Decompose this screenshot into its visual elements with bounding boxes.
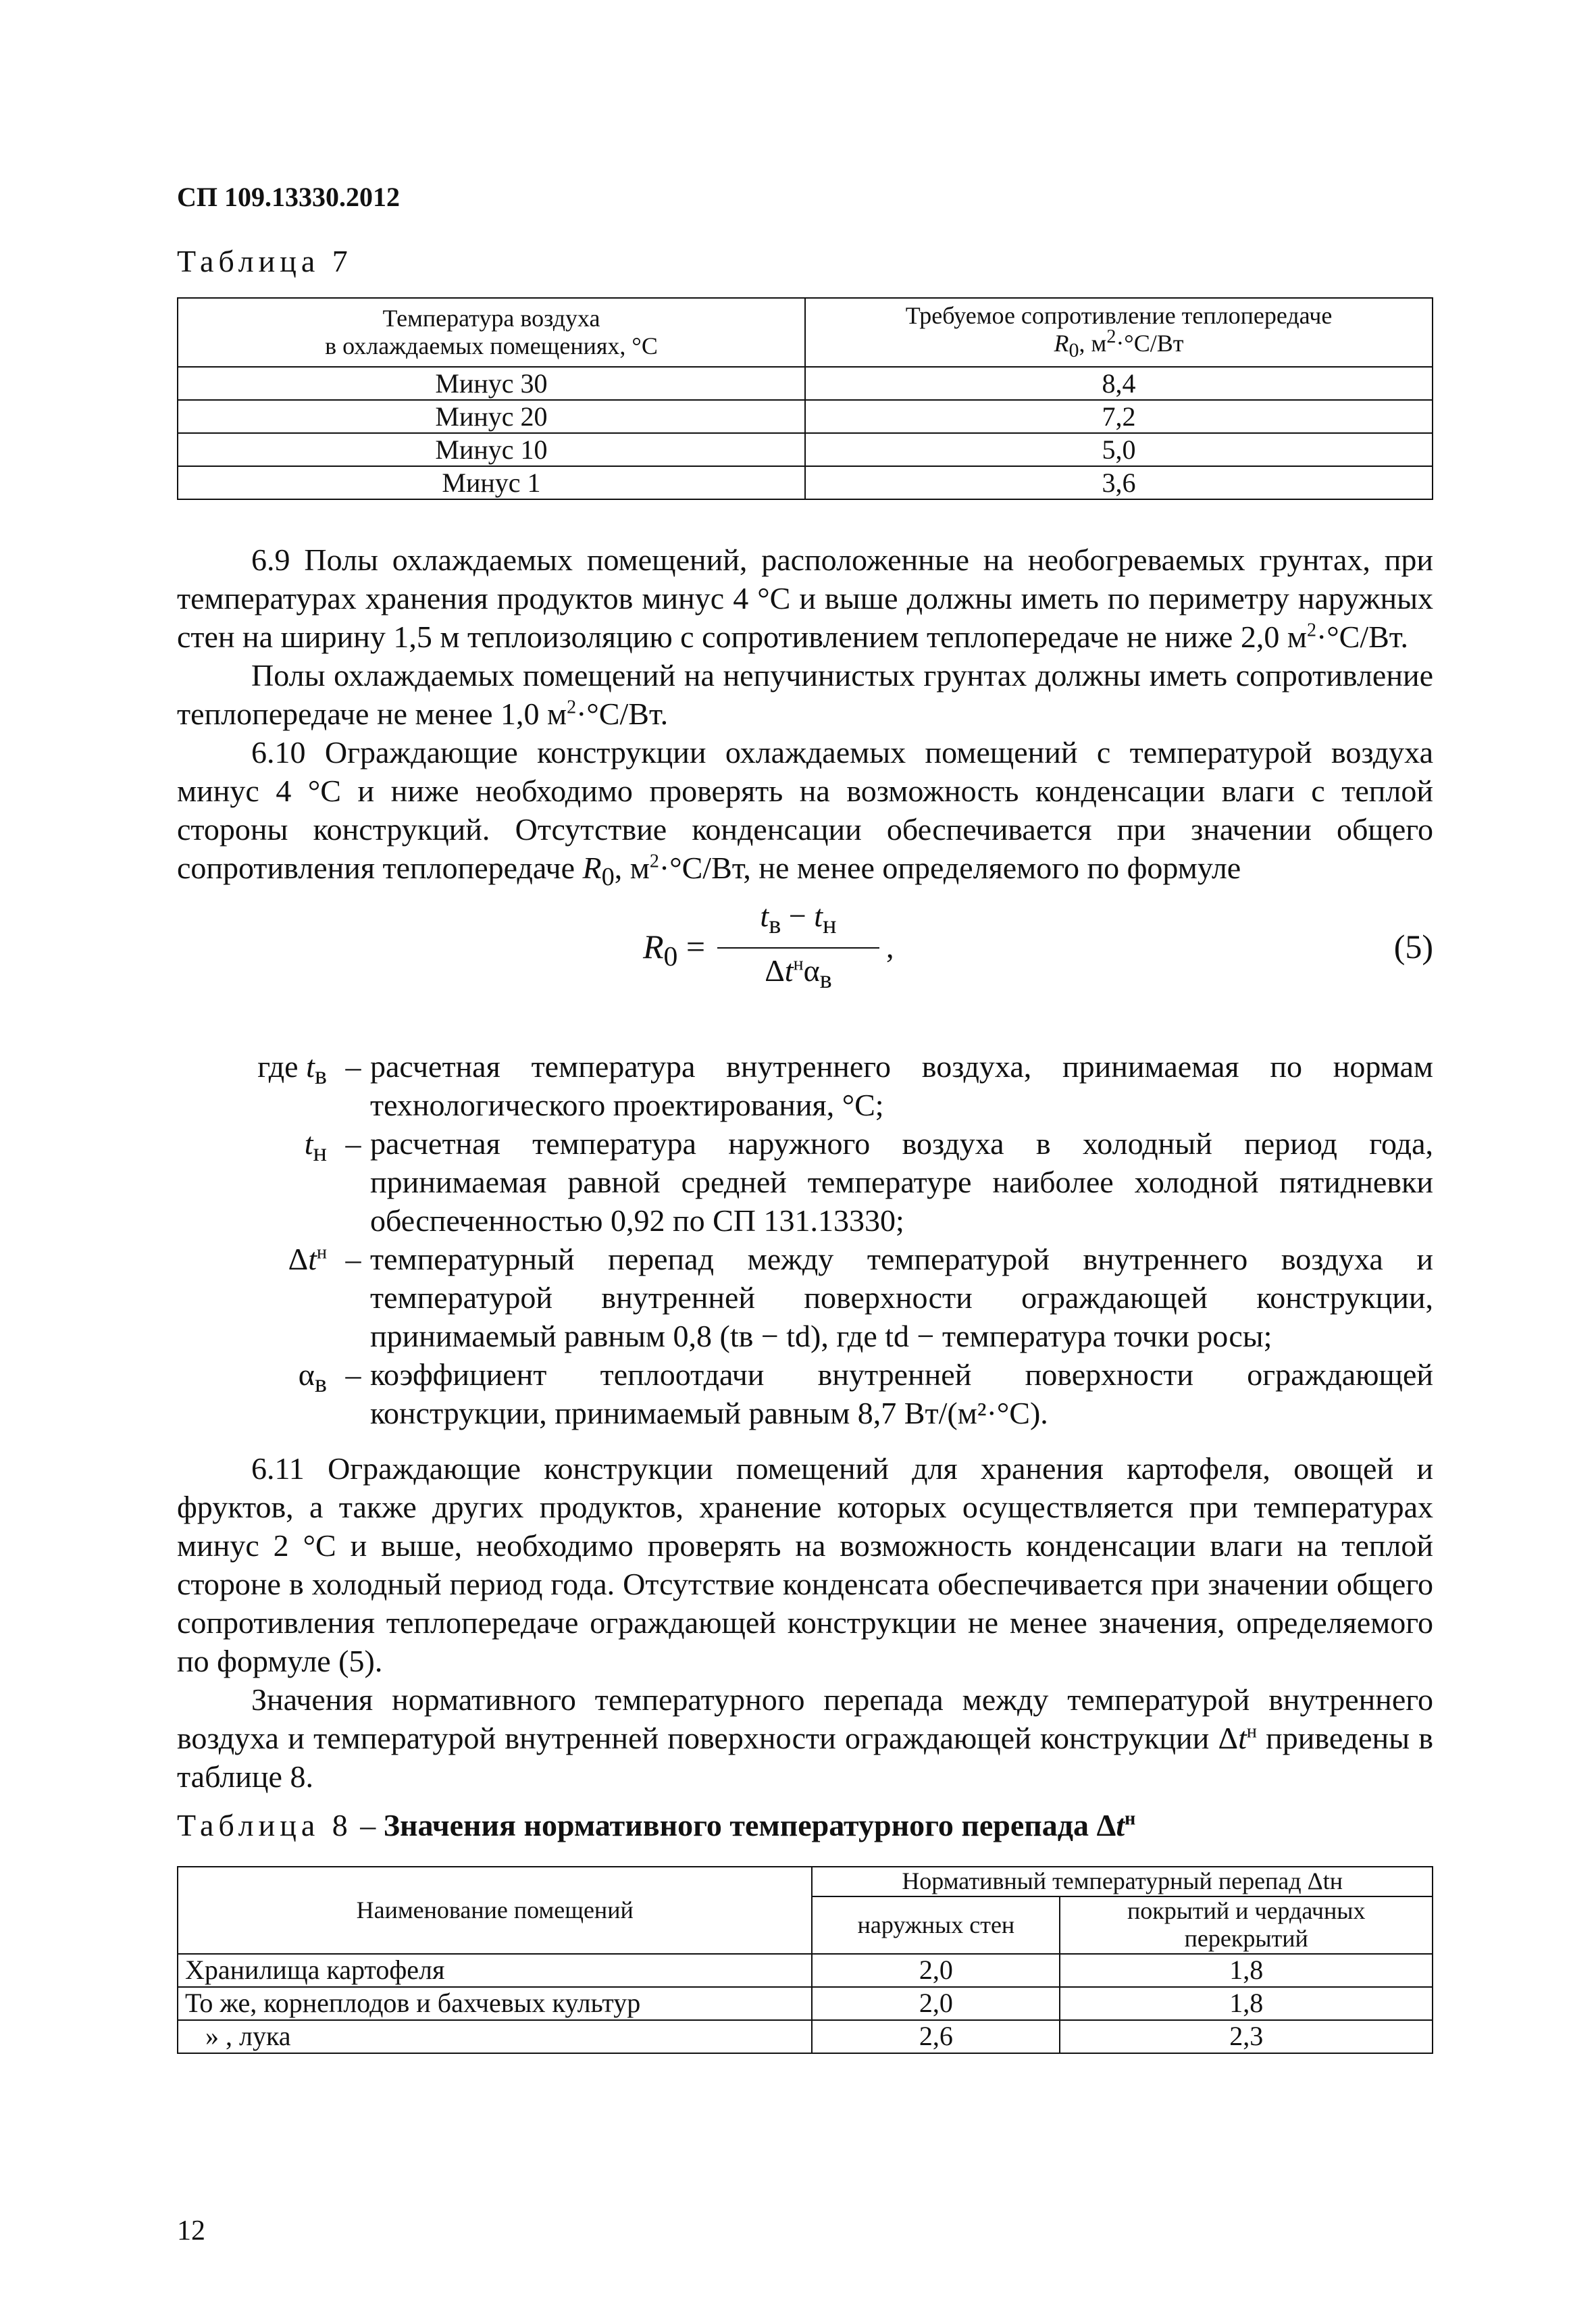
variable-definitions (177, 1047, 1433, 1432)
paragraph-6-9-b: Полы охлаждаемых помещений на непучинистых грунтах должны иметь сопротивление теплопередаче не менее 1,0 $м^2\cdot^\circ С/Вт$. (177, 658, 1433, 731)
table-8-roofs-cell: 1,8 (1060, 1987, 1433, 2020)
table-8-walls-cell: 2,0 (812, 1954, 1060, 1987)
table-8-name-cell: » , лука (178, 2020, 812, 2053)
formula-5: $R_0$ = $t_в - t_н$ $\Delta t^н\alpha_в$ , (5) (177, 897, 1433, 998)
table-8-col2-header: наружных стен (812, 1896, 1060, 1954)
list-item: $t_н$ – расчетная температура наружного воздуха в холодный период года, принимаемая равной средней температуре наиболее холодной пятидневки обеспеченностью 0,92 по СП 131.13330; (304, 1126, 1433, 1238)
table-8-walls-cell: 2,6 (812, 2020, 1060, 2053)
table-row (178, 433, 1433, 466)
table-8-walls-cell: 2,0 (812, 1987, 1060, 2020)
table-7-value-cell: 8,4 (805, 367, 1433, 400)
table-7-temp-cell: Минус 20 (178, 400, 805, 433)
paragraph-6-11-b: Значения нормативного температурного перепада между температурой внутреннего воздуха и температурой внутренней поверхности ограждающей конструкции $\Delta t^н$ приведены в таблице 8. (177, 1682, 1434, 1794)
formula-denominator: $\Delta t^н\alpha_в$ (765, 953, 832, 995)
paragraph-6-11: 6.11 Ограждающие конструкции помещений для хранения картофеля, овощей и фруктов, а также других продуктов, хранение которых осуществляется при температурах минус 2 °С и выше, необходимо проверять на возможность конденсации влаги на теплой стороне в холодный период года. Отсутствие конденсата обеспечивается при значении общего сопротивления теплопередаче ограждающей конструкции не менее значения, определяемого по формуле (5). (177, 1451, 1433, 1678)
table-8-header-row-1 (178, 1867, 1433, 1896)
page-number: 12 (177, 2215, 205, 2246)
table-8-caption: Таблица 8 – Значения нормативного температурного перепада $\Delta t^н$ (177, 1808, 1136, 1842)
table-row (178, 400, 1433, 433)
paragraph-6-9: 6.9 Полы охлаждаемых помещений, расположенные на необогреваемых грунтах, при температурах хранения продуктов минус 4 °С и выше должны иметь по периметру наружных стен на ширину 1,5 м теплоизоляцию с сопротивлением теплопередаче не ниже 2,0 $м^2\cdot^\circ С/Вт$. (177, 543, 1433, 654)
table-8-name-cell: Хранилища картофеля (178, 1954, 812, 1987)
table-row (178, 466, 1433, 499)
table-row (178, 2020, 1433, 2053)
table-row (178, 1954, 1433, 1987)
table-7-caption (177, 243, 353, 279)
list-item: где $t_в$ – расчетная температура внутреннего воздуха, принимаемая по нормам технологического проектирования, °С; (257, 1049, 1433, 1122)
table-8-roofs-cell: 1,8 (1060, 1954, 1433, 1987)
table-7 (177, 297, 1433, 500)
table-8-col1-header: Наименование помещений (178, 1867, 812, 1954)
formula-fraction (717, 897, 879, 999)
table-7-label: Таблица 7 (177, 244, 353, 278)
list-item: $\alpha_в$ – коэффициент теплоотдачи внутренней поверхности ограждающей конструкции, принимаемый равным 8,7 Вт/(м²·°С). (298, 1357, 1433, 1430)
table-8-roofs-cell: 2,3 (1060, 2020, 1433, 2053)
paragraph-6-10: 6.10 Ограждающие конструкции охлаждаемых помещений с температурой воздуха минус 4 °С и ниже необходимо проверять на возможность конденсации влаги с теплой стороны конструкций. Отсутствие конденсации обеспечивается при значении общего сопротивления теплопередаче $R_0$, $м^2\cdot^\circ С/Вт$, не менее определяемого по формуле (177, 735, 1433, 892)
list-item: $\Delta t^н$ – температурный перепад между температурой внутреннего воздуха и температурой внутренней поверхности ограждающей конструкции, принимаемый равным 0,8 (tв − td), где td − температура точки росы; (288, 1242, 1433, 1353)
formula-number: (5) (1393, 928, 1433, 966)
table-7-value-cell: 7,2 (805, 400, 1433, 433)
table-7-temp-cell: Минус 30 (178, 367, 805, 400)
table-7-temp-cell: Минус 10 (178, 433, 805, 466)
body-text-block-1 (177, 540, 1433, 998)
table-8-name-cell: То же, корнеплодов и бахчевых культур (178, 1987, 812, 2020)
body-text-block-2 (177, 1449, 1433, 1796)
table-row (178, 1987, 1433, 2020)
table-7-temp-cell: Минус 1 (178, 466, 805, 499)
table-8-col3-header: покрытий и чердачных перекрытий (1060, 1896, 1433, 1954)
formula-lhs: $R_0$ = (643, 928, 706, 973)
table-7-col2-header: Требуемое сопротивление теплопередаче $R_0$, $м^2\cdot^\circ С/Вт$ (805, 298, 1433, 367)
formula-numerator: $t_в - t_н$ (717, 897, 879, 949)
table-7-value-cell: 5,0 (805, 433, 1433, 466)
table-8 (177, 1866, 1433, 2054)
table-7-col1-header: Температура воздуха в охлаждаемых помещениях, °С (178, 298, 805, 367)
table-7-header-row (178, 298, 1433, 367)
document-code: СП 109.13330.2012 (177, 182, 400, 212)
table-8-group-header: Нормативный температурный перепад Δtн (812, 1867, 1433, 1896)
table-7-value-cell: 3,6 (805, 466, 1433, 499)
table-row (178, 367, 1433, 400)
